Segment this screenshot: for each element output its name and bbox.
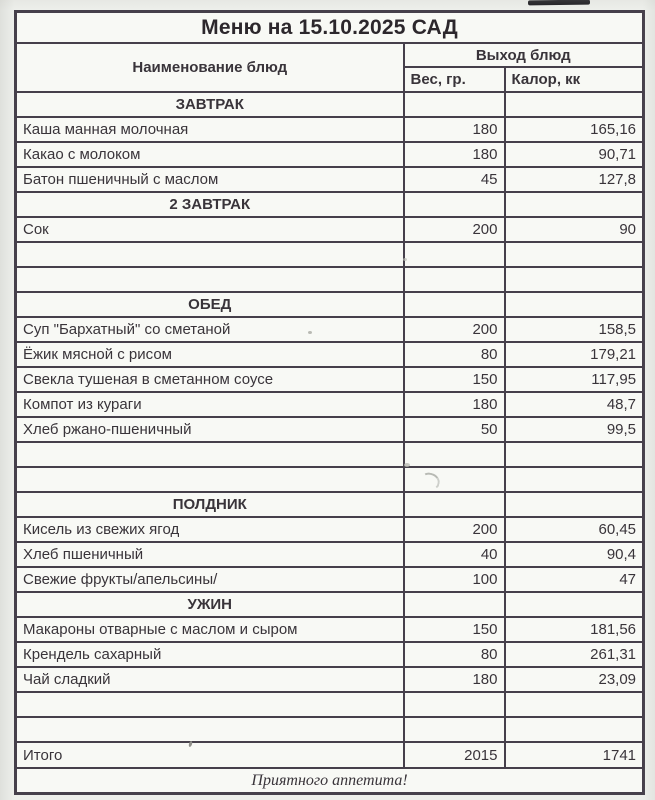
empty-cell xyxy=(505,592,644,617)
empty-cell xyxy=(505,192,644,217)
empty-cell xyxy=(505,92,644,117)
dish-name: Ёжик мясной с рисом xyxy=(16,342,404,367)
dish-calories: 117,95 xyxy=(505,367,644,392)
section-title: 2 ЗАВТРАК xyxy=(16,192,404,217)
menu-item-row xyxy=(16,642,644,667)
dish-weight: 80 xyxy=(404,342,505,367)
empty-cell xyxy=(404,467,505,492)
dish-weight: 50 xyxy=(404,417,505,442)
dish-calories: 261,31 xyxy=(505,642,644,667)
empty-cell xyxy=(16,267,404,292)
empty-cell xyxy=(16,442,404,467)
empty-cell xyxy=(404,92,505,117)
dish-weight: 80 xyxy=(404,642,505,667)
section-title: ЗАВТРАК xyxy=(16,92,404,117)
empty-cell xyxy=(404,267,505,292)
menu-table-body xyxy=(16,92,644,768)
empty-cell xyxy=(404,592,505,617)
dish-weight: 180 xyxy=(404,667,505,692)
empty-cell xyxy=(505,442,644,467)
dish-weight: 200 xyxy=(404,217,505,242)
empty-cell xyxy=(16,467,404,492)
menu-item-row xyxy=(16,417,644,442)
empty-cell xyxy=(505,692,644,717)
empty-row xyxy=(16,692,644,717)
section-title: ОБЕД xyxy=(16,292,404,317)
empty-cell xyxy=(404,292,505,317)
dish-weight: 45 xyxy=(404,167,505,192)
footer-row xyxy=(16,768,644,794)
menu-item-row xyxy=(16,142,644,167)
dish-name: Какао с молоком xyxy=(16,142,404,167)
dish-calories: 48,7 xyxy=(505,392,644,417)
dish-name: Батон пшеничный с маслом xyxy=(16,167,404,192)
menu-item-row xyxy=(16,392,644,417)
dish-weight: 150 xyxy=(404,367,505,392)
empty-row xyxy=(16,267,644,292)
dish-name: Макароны отварные с маслом и сыром xyxy=(16,617,404,642)
dish-calories: 47 xyxy=(505,567,644,592)
menu-item-row xyxy=(16,217,644,242)
column-header-output-group: Выход блюд xyxy=(404,43,644,67)
dish-weight: 40 xyxy=(404,542,505,567)
empty-cell xyxy=(16,692,404,717)
dish-calories: 90,4 xyxy=(505,542,644,567)
empty-cell xyxy=(404,192,505,217)
dish-name: Компот из кураги xyxy=(16,392,404,417)
dish-name: Хлеб пшеничный xyxy=(16,542,404,567)
section-row xyxy=(16,592,644,617)
empty-cell xyxy=(505,467,644,492)
section-title: УЖИН xyxy=(16,592,404,617)
total-row xyxy=(16,742,644,768)
section-row xyxy=(16,292,644,317)
dish-name: Кисель из свежих ягод xyxy=(16,517,404,542)
dish-weight: 180 xyxy=(404,392,505,417)
dish-calories: 90,71 xyxy=(505,142,644,167)
empty-cell xyxy=(505,267,644,292)
footer-note: Приятного аппетита! xyxy=(16,768,644,794)
dish-name: Свежие фрукты/апельсины/ xyxy=(16,567,404,592)
dish-calories: 181,56 xyxy=(505,617,644,642)
section-row xyxy=(16,92,644,117)
empty-row xyxy=(16,467,644,492)
section-row xyxy=(16,192,644,217)
menu-item-row xyxy=(16,167,644,192)
menu-item-row xyxy=(16,317,644,342)
section-row xyxy=(16,492,644,517)
empty-cell xyxy=(505,492,644,517)
menu-table xyxy=(14,10,645,795)
dish-calories: 90 xyxy=(505,217,644,242)
dish-weight: 200 xyxy=(404,317,505,342)
dish-name: Крендель сахарный xyxy=(16,642,404,667)
menu-item-row xyxy=(16,542,644,567)
dish-calories: 179,21 xyxy=(505,342,644,367)
empty-cell xyxy=(404,692,505,717)
dish-name: Чай сладкий xyxy=(16,667,404,692)
dish-calories: 60,45 xyxy=(505,517,644,542)
dish-name: Сок xyxy=(16,217,404,242)
dish-calories: 1741 xyxy=(505,742,644,768)
empty-row xyxy=(16,242,644,267)
empty-cell xyxy=(404,442,505,467)
section-title: ПОЛДНИК xyxy=(16,492,404,517)
dish-name: Суп "Бархатный" со сметаной xyxy=(16,317,404,342)
menu-item-row xyxy=(16,567,644,592)
dish-calories: 158,5 xyxy=(505,317,644,342)
empty-cell xyxy=(404,492,505,517)
dish-weight: 2015 xyxy=(404,742,505,768)
dish-calories: 23,09 xyxy=(505,667,644,692)
empty-cell xyxy=(404,242,505,267)
empty-row xyxy=(16,442,644,467)
dish-weight: 180 xyxy=(404,142,505,167)
dish-weight: 180 xyxy=(404,117,505,142)
dish-calories: 99,5 xyxy=(505,417,644,442)
menu-title: Меню на 15.10.2025 САД xyxy=(16,12,644,44)
menu-item-row xyxy=(16,342,644,367)
empty-cell xyxy=(505,242,644,267)
dish-name: Каша манная молочная xyxy=(16,117,404,142)
menu-item-row xyxy=(16,667,644,692)
menu-item-row xyxy=(16,117,644,142)
dish-calories: 127,8 xyxy=(505,167,644,192)
dish-weight: 150 xyxy=(404,617,505,642)
empty-cell xyxy=(16,717,404,742)
dish-name: Итого xyxy=(16,742,404,768)
header-row-1 xyxy=(16,43,644,67)
scan-smudge-artifact xyxy=(528,0,590,5)
dish-name: Хлеб ржано-пшеничный xyxy=(16,417,404,442)
dish-calories: 165,16 xyxy=(505,117,644,142)
menu-item-row xyxy=(16,617,644,642)
menu-item-row xyxy=(16,517,644,542)
dish-weight: 100 xyxy=(404,567,505,592)
empty-row xyxy=(16,717,644,742)
column-header-dish-name: Наименование блюд xyxy=(16,43,404,92)
empty-cell xyxy=(16,242,404,267)
empty-cell xyxy=(505,292,644,317)
empty-cell xyxy=(404,717,505,742)
title-row xyxy=(16,12,644,44)
dish-name: Свекла тушеная в сметанном соусе xyxy=(16,367,404,392)
empty-cell xyxy=(505,717,644,742)
column-header-weight: Вес, гр. xyxy=(404,67,505,92)
dish-weight: 200 xyxy=(404,517,505,542)
column-header-calories: Калор, кк xyxy=(505,67,644,92)
menu-item-row xyxy=(16,367,644,392)
